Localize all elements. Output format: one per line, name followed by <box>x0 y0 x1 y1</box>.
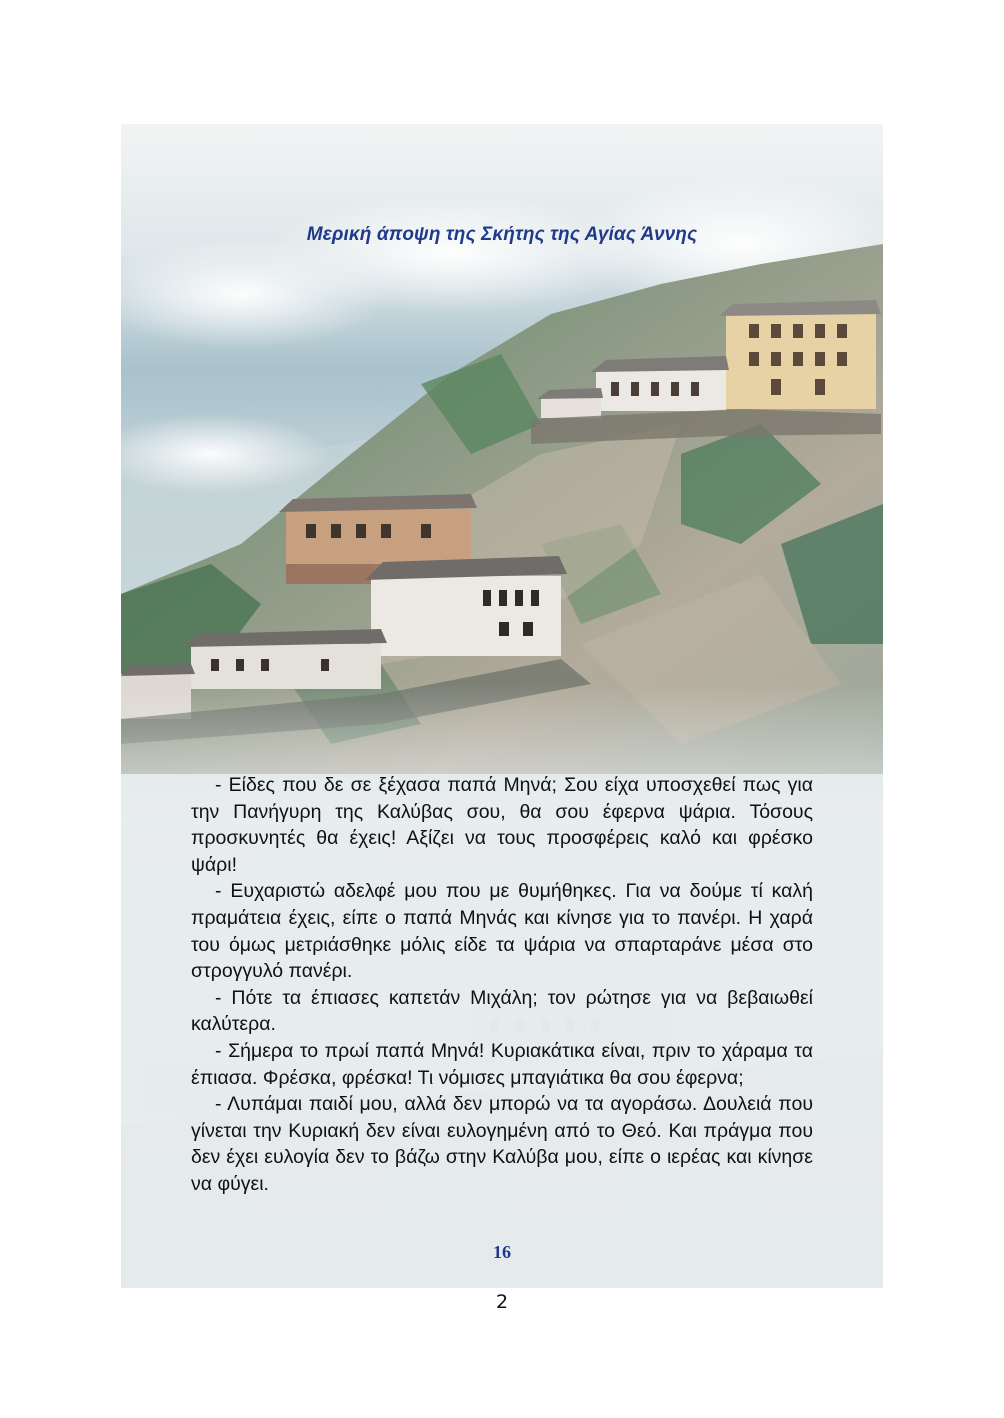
book-page-number: 16 <box>493 1242 511 1262</box>
story-paragraph: - Πότε τα έπιασες καπετάν Μιχάλη; τον ρώτησε για να βεβαιωθεί καλύτερα. <box>191 986 813 1036</box>
pdf-page-number: 2 <box>495 1291 509 1313</box>
story-paragraph: - Ευχαριστώ αδελφέ μου που με θυμήθηκες. Για να δούμε τί καλή πραμάτεια έχεις, είπε ο παπά Μηνάς και κίνησε για το πανέρι. Η χαρά του όμως μετριάσθηκε μόλις είδε τα ψάρια να σπαρταράνε μέσα στο στρογγυλό πανέρι. <box>191 880 813 983</box>
story-paragraph: - Σήμερα το πρωί παπά Μηνά! Κυριακάτικα είναι, πριν το χάραμα τα έπιασα. Φρέσκα, φρέσκα! Τι νόμισες μπαγιάτικα θα σου έφερνα; <box>191 1039 813 1089</box>
illustration-caption: Μερική άποψη της Σκήτης της Αγίας Άννης <box>306 224 698 245</box>
story-paragraph: - Λυπάμαι παιδί μου, αλλά δεν μπορώ να τα αγοράσω. Δουλειά που γίνεται την Κυριακή δεν είναι ευλογημένη από το Θεό. Και πράγμα που δεν έχει ευλογία δεν το βάζω στην Καλύβα μου, είπε ο ιερέας και κίνησε να φύγει. <box>191 1093 813 1195</box>
story-text <box>191 772 813 1198</box>
story-paragraph: - Είδες που δε σε ξέχασα παπά Μηνά; Σου είχα υποσχεθεί πως για την Πανήγυρη της Καλύβας σου, θα σου έφερνα ψάρια. Τόσους προσκυνητές θα έχεις! Αξίζει να τους προσφέρεις καλό και φρέσκο ψάρι! <box>191 774 813 876</box>
book-page <box>121 124 883 1288</box>
